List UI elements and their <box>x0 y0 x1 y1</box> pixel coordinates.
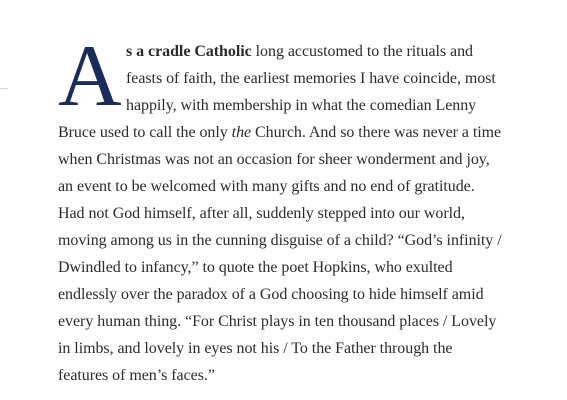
line-text: Church. And so there was never a time <box>251 124 502 141</box>
paragraph-line: when Christmas was not an occasion for sheer wonderment and joy, <box>58 151 490 168</box>
paragraph-line: moving among us in the cunning disguise of a child? “God’s infinity / <box>58 232 502 249</box>
line-text: Bruce used to call the only <box>58 124 232 141</box>
paragraph-line: an event to be welcomed with many gifts and no end of gratitude. <box>58 178 475 195</box>
paragraph-line: features of men’s faces.” <box>58 367 215 384</box>
paragraph-line: feasts of faith, the earliest memories I have coincide, most <box>126 70 496 87</box>
italic-word: the <box>231 124 252 141</box>
paragraph-line: Had not God himself, after all, suddenly stepped into our world, <box>58 205 465 222</box>
paragraph-line <box>126 38 473 65</box>
paragraph-line: happily, with membership in what the comedian Lenny <box>126 97 477 114</box>
paragraph-line: endlessly over the paradox of a God choosing to hide himself amid <box>58 286 484 303</box>
paragraph-line: Dwindled to infancy,” to quote the poet Hopkins, who exulted <box>58 259 453 276</box>
line-text: long accustomed to the rituals and <box>251 43 474 60</box>
drop-cap: A <box>58 28 122 125</box>
paragraph-line: in limbs, and lovely in eyes not his / To the Father through the <box>58 340 453 357</box>
paragraph-line <box>58 119 501 146</box>
lead-in-bold: s a cradle Catholic <box>126 43 252 60</box>
paragraph-line: every human thing. “For Christ plays in ten thousand places / Lovely <box>58 313 497 330</box>
margin-rule <box>0 88 8 89</box>
